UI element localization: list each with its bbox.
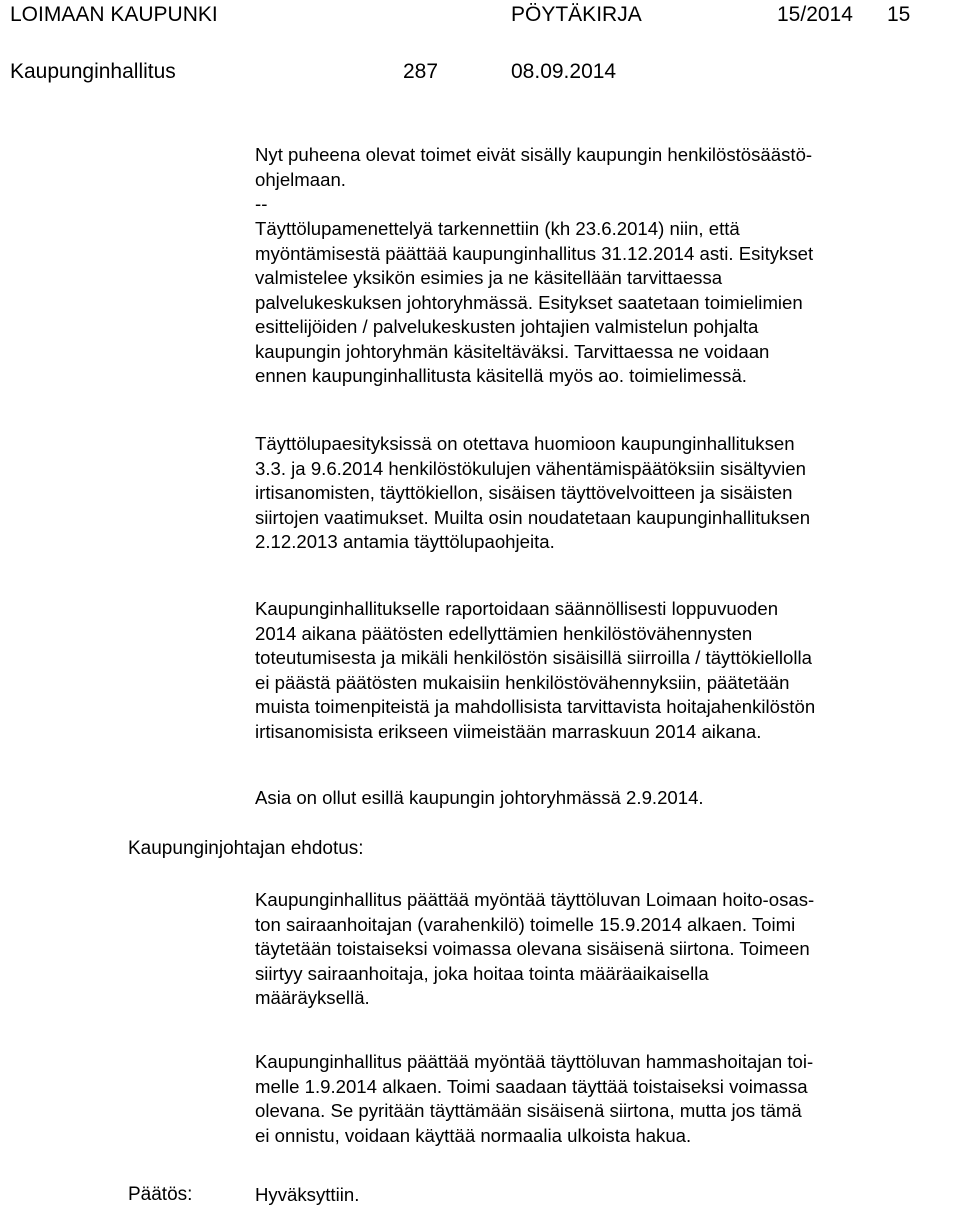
decision-label: Päätös: [128, 1184, 193, 1205]
text-line: Nyt puheena olevat toimet eivät sisälly kaupungin henkilöstösäästö- [255, 144, 813, 165]
text-line: Täyttölupamenettelyä tarkennettiin (kh 23.6.2014) niin, että [255, 218, 740, 239]
text-line: muista toimenpiteistä ja mahdollisista tarvittavista hoitajahenkilöstön [255, 696, 816, 717]
text-line: kaupungin johtoryhmän käsiteltäväksi. Tarvittaessa ne voidaan [255, 340, 770, 362]
text-line: Täyttölupaesityksissä on otettava huomioon kaupunginhallituksen [255, 433, 795, 454]
text-line: ei onnistu, voidaan käyttää normaalia ulkoista hakua. [255, 1124, 692, 1146]
page-number: 15 [887, 3, 911, 26]
text-line: täytetään toistaiseksi voimassa olevana sisäisenä siirtona. Toimeen [255, 938, 810, 959]
text-line: ei päästä päätösten mukaisiin henkilöstövähennyksiin, päätetään [255, 671, 790, 693]
text-line: Kaupunginhallitukselle raportoidaan säännöllisesti loppuvuoden [255, 598, 779, 619]
text-line: siirtyy sairaanhoitaja, joka hoitaa tointa määräaikaisella [255, 962, 709, 984]
text-line: ohjelmaan. [255, 168, 346, 190]
text-line: melle 1.9.2014 alkaen. Toimi saadaan täyttää toistaiseksi voimassa [255, 1075, 808, 1097]
text-line: 3.3. ja 9.6.2014 henkilöstökulujen vähentämispäätöksiin sisältyvien [255, 457, 806, 479]
text-line: myöntämisestä päättää kaupunginhallitus 31.12.2014 asti. Esitykset [255, 242, 814, 264]
paragraph-permit-requirements [255, 432, 960, 555]
text-line: 2.12.2013 antamia täyttölupaohjeita. [255, 531, 555, 552]
paragraph-decision [255, 1183, 960, 1208]
text-line: valmistelee yksikön esimies ja ne käsitellään tarvittaessa [255, 267, 723, 288]
paragraph-separator [255, 192, 960, 217]
text-line: Kaupunginhallitus päättää myöntää täyttöluvan Loimaan hoito-osas- [255, 889, 815, 910]
org-name: LOIMAAN KAUPUNKI [10, 3, 218, 26]
text-line: ton sairaanhoitajan (varahenkilö) toimelle 15.9.2014 alkaen. Toimi [255, 913, 796, 935]
text-line: toteutumisesta ja mikäli henkilöstön sisäisillä siirroilla / täyttökiellolla [255, 647, 813, 668]
paragraph-reporting [255, 597, 960, 744]
paragraph-management-group [255, 786, 960, 811]
document-number: 15/2014 [777, 3, 853, 26]
proposal-label: Kaupunginjohtajan ehdotus: [128, 838, 364, 859]
text-line: määräyksellä. [255, 987, 370, 1008]
section-number: 287 [403, 60, 439, 83]
text-line: irtisanomisten, täyttökiellon, sisäisen täyttövelvoitteen ja sisäisten [255, 482, 793, 503]
text-line: 2014 aikana päätösten edellyttämien henkilöstövähennysten [255, 622, 753, 644]
text-line: Hyväksyttiin. [255, 1184, 360, 1205]
body-name: Kaupunginhallitus [10, 60, 176, 83]
text-line: palvelukeskuksen johtoryhmässä. Esitykset saatetaan toimielimien [255, 291, 803, 313]
document-type: PÖYTÄKIRJA [511, 3, 642, 26]
text-line: ennen kaupunginhallitusta käsitellä myös ao. toimielimessä. [255, 365, 747, 386]
paragraph-nurse-permit [255, 888, 960, 1011]
text-line: -- [255, 193, 268, 214]
text-line: irtisanomisista erikseen viimeistään marraskuun 2014 aikana. [255, 720, 762, 742]
text-line: siirtojen vaatimukset. Muilta osin noudatetaan kaupunginhallituksen [255, 506, 811, 528]
text-line: Asia on ollut esillä kaupungin johtoryhmässä 2.9.2014. [255, 787, 704, 808]
text-line: Kaupunginhallitus päättää myöntää täyttöluvan hammashoitajan toi- [255, 1051, 814, 1072]
paragraph-permit-procedure [255, 217, 960, 389]
text-line: esittelijöiden / palvelukeskusten johtajien valmistelun pohjalta [255, 316, 759, 337]
text-line: olevana. Se pyritään täyttämään sisäisenä siirtona, mutta jos tämä [255, 1100, 802, 1121]
paragraph-savings-program [255, 143, 960, 192]
paragraph-dental-assistant-permit [255, 1050, 960, 1148]
meeting-date: 08.09.2014 [511, 60, 617, 83]
